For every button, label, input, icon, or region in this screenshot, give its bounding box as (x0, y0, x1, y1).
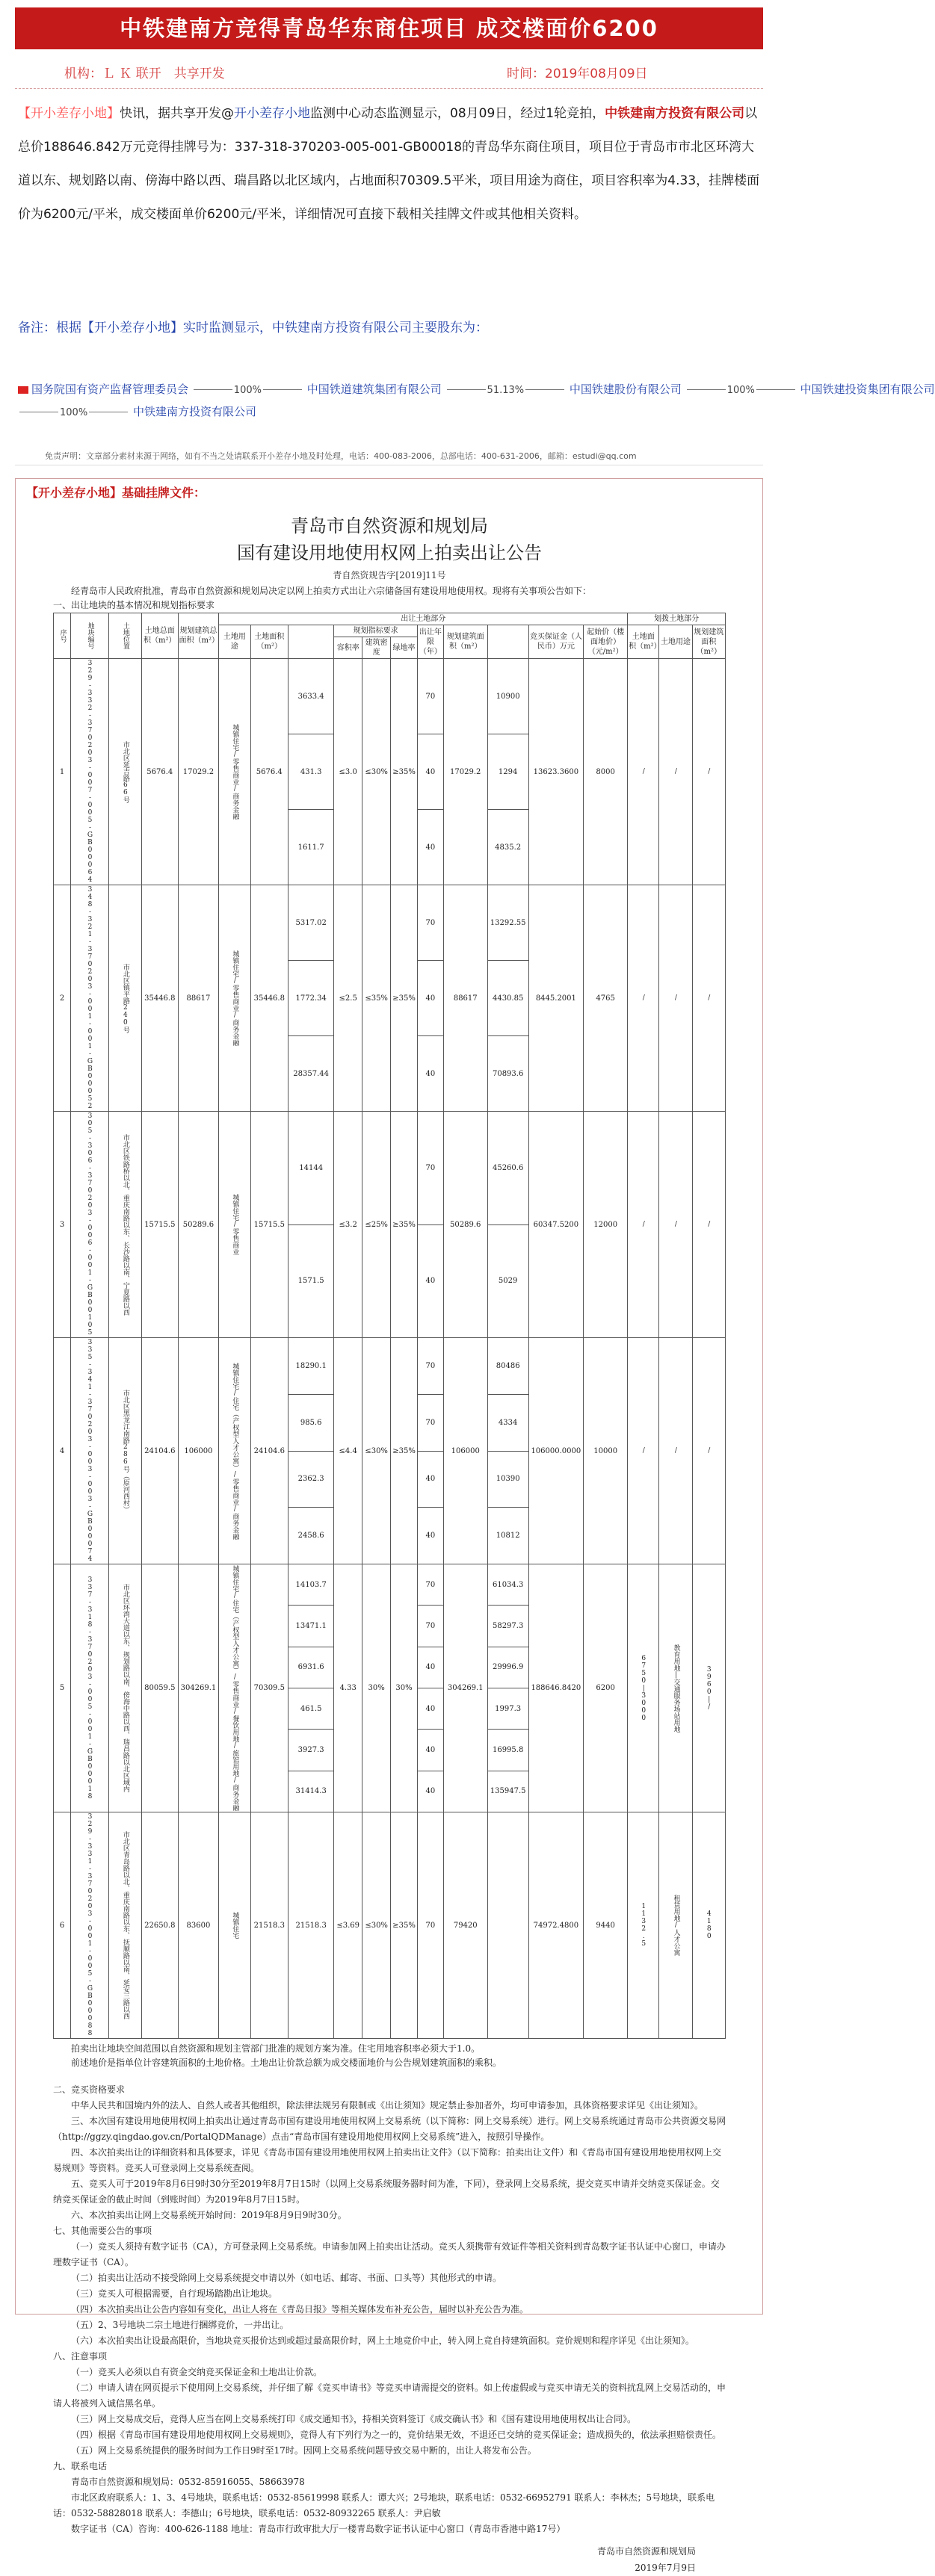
body-paragraph: （三）竞买人可根据需要，自行现场踏勘出让地块。 (71, 2288, 278, 2299)
table-row (54, 1564, 726, 1606)
th-green: 绿地率 (391, 637, 418, 659)
doc-number: 青自然资规告字[2019]11号 (333, 570, 446, 580)
table-cell: 10390 (487, 1451, 528, 1508)
winner-name: 中铁建南方投资有限公司 (605, 106, 745, 121)
table-cell: 329-331-370203-001-005-GB00088 (71, 1812, 109, 2039)
table-cell: 4334 (487, 1394, 528, 1451)
table-cell: / (659, 885, 692, 1112)
doc-section-1: 一、出让地块的基本情况和规划指标要求 (53, 600, 215, 610)
table-cell: 5 (54, 1564, 71, 1812)
org-label: 机构：Ｌ Ｋ 联开 共享开发 (64, 66, 225, 81)
table-cell: 24104.6 (250, 1338, 288, 1564)
table-cell: 70 (417, 1606, 443, 1647)
th-buildarea-sub (487, 625, 528, 659)
table-cell: 40 (417, 1647, 443, 1688)
table-cell: 城镇住宅/零售商业 (219, 1112, 250, 1338)
signature (53, 2543, 726, 2576)
land-table (53, 613, 726, 2039)
body-paragraph: 六、本次拍卖出让网上交易系统开始时间：2019年8月9日9时30分。 (71, 2210, 347, 2220)
table-cell: 461.5 (288, 1688, 334, 1729)
table-cell: / (659, 1338, 692, 1564)
table-cell: 10000 (584, 1338, 628, 1564)
doc-intro: 经青岛市人民政府批准，青岛市自然资源和规划局决定以网上拍卖方式出让六宗储备国有建设用地使用权。现将有关事项公告如下： (71, 586, 592, 596)
table-cell: 15715.5 (250, 1112, 288, 1338)
th-code: 地块编号 (71, 613, 109, 659)
doc-issuer: 青岛市自然资源和规划局 (291, 515, 488, 536)
table-cell: 70893.6 (487, 1036, 528, 1112)
signature-date: 2019年7月9日 (635, 2563, 696, 2573)
table-cell: 5029 (487, 1224, 528, 1338)
table-cell: 188646.8420 (528, 1564, 584, 1812)
table-cell: 24104.6 (142, 1338, 178, 1564)
table-cell: 40 (417, 961, 443, 1036)
table-cell: ≤35% (362, 885, 391, 1112)
flag-icon (18, 386, 28, 394)
table-cell: 城镇住宅/零售商业/商务金融 (219, 659, 250, 885)
table-cell: 985.6 (288, 1394, 334, 1451)
table-cell: 租赁用地/人才公寓 (659, 1812, 692, 2039)
table-cell: 市北区镇平路240号 (108, 885, 141, 1112)
table-footnote-2: 前述地价是指单位计容建筑面积的土地价格。土地出让价款总额为成交楼面地价与公告规划建筑面积的乘积。 (71, 2058, 502, 2068)
body-paragraph: （一）竞买人必须以自有资金交纳竞买保证金和土地出让价款。 (71, 2367, 323, 2377)
body-paragraph: （三）网上交易成交后，竞得人应当在网上交易系统打印《成交通知书》，持相关资料签订《成交确认书》和《国有建设用地使用权出让合同》。 (71, 2414, 637, 2424)
table-cell: 1571.5 (288, 1224, 334, 1338)
doc-title: 国有建设用地使用权网上拍卖出让公告 (237, 542, 542, 563)
table-cell: 70309.5 (250, 1564, 288, 1812)
table-cell: 6750|3000 (628, 1564, 659, 1812)
th-area: 土地总面积（m²） (142, 613, 178, 659)
table-cell: ≤25% (362, 1112, 391, 1338)
table-cell: 13623.3600 (528, 659, 584, 885)
intro-text-3: 以总价188646.842万元竞得挂牌号为：337-318-370203-005-001-GB00018的青岛华东商住项目，项目位于青岛市市北区环湾大道以东、规划路以南、傍海中路以西、瑞昌路以北区域内，占地面积70309.5平米，项目用途为商住，项目容积率为4.33，挂牌楼面价为6200元/平米，成交楼面单价6200元/平米，详细情况可直接下载相关挂牌文件或其他相关资料。 (18, 106, 760, 222)
table-cell: 1132.5 (628, 1812, 659, 2039)
table-cell: 304269.1 (443, 1564, 487, 1812)
table-cell: 18290.1 (288, 1338, 334, 1395)
table-cell: 14103.7 (288, 1564, 334, 1606)
table-cell: ≤2.5 (334, 885, 362, 1112)
intro-text-1: 快讯，据共享开发@ (120, 106, 234, 121)
body-paragraph: 五、竞买人可于2019年8月6日9时30分至2019年8月7日15时（以网上交易系统服务器时间为准，下同），登录网上交易系统，提交竞买申请并交纳竞买保证金。交纳竞买保证金的截止时间（到账时间）为2019年8月7日15时。 (53, 2179, 720, 2205)
th-buildarea: 规划建筑面积（m²） (443, 625, 487, 659)
equity-node-crcc-south[interactable]: 中铁建南方投资有限公司 (132, 405, 256, 418)
table-cell: / (628, 659, 659, 885)
table-cell: 79420 (443, 1812, 487, 2039)
section-brand: 【开小差存小地】 (26, 486, 123, 500)
table-cell: 35446.8 (250, 885, 288, 1112)
table-cell: 35446.8 (142, 885, 178, 1112)
equity-pct: 51.13% (487, 385, 525, 396)
body-paragraph: 四、本次拍卖出让的详细资料和具体要求，详见《青岛市国有建设用地使用权网上拍卖出让文件》（以下简称：拍卖出让文件）和《青岛市国有建设用地使用权网上交易规则》等资料。竞买人可登录网上交易系统查阅。 (53, 2147, 722, 2173)
th-years: 出让年限（年） (417, 625, 443, 659)
th-plan: 规划指标要求 (334, 625, 418, 637)
table-cell: 28357.44 (288, 1036, 334, 1112)
table-cell: ≥35% (391, 885, 418, 1112)
th-start: 起始价（楼面地价）（元/m²） (584, 625, 628, 659)
table-cell: 2458.6 (288, 1508, 334, 1564)
table-cell: 337-318-370203-005-001-GB00018 (71, 1564, 109, 1812)
table-cell: 6931.6 (288, 1647, 334, 1688)
body-paragraph: （四）根据《青岛市国有建设用地使用权网上交易规则》，竞得人有下列行为之一的，竞价结果无效，不退还已交纳的竞买保证金；造成损失的，依法承担赔偿责任。 (71, 2430, 722, 2440)
table-cell: ≤3.2 (334, 1112, 362, 1338)
table-cell: 31414.3 (288, 1771, 334, 1812)
table-cell: 12000 (584, 1112, 628, 1338)
table-cell: 6 (54, 1812, 71, 2039)
equity-node-crcc-invest[interactable]: 中国铁建投资集团有限公司 (800, 383, 935, 396)
th-out: 出让土地部分 (219, 613, 628, 625)
th-deposit: 竞买保证金（人民币）万元 (528, 625, 584, 659)
body-paragraph: 中华人民共和国境内外的法人、自然人或者其他组织，除法律法规另有限制或《出让须知》规定禁止参加者外，均可申请参加，具体资格要求详见《出让须知》。 (71, 2100, 704, 2111)
table-cell: 5317.02 (288, 885, 334, 961)
body-paragraph: 青岛市自然资源和规划局：0532-85916055、58663978 (71, 2477, 305, 2487)
table-cell: 135947.5 (487, 1771, 528, 1812)
table-cell: 4.33 (334, 1564, 362, 1812)
section-label: 基础挂牌文件： (122, 486, 206, 500)
th-use: 土地用途 (219, 625, 250, 659)
table-cell: 4835.2 (487, 810, 528, 885)
table-cell: 市北区铁路桥以北、重庆南路以东、长沙路以南、宁夏路以西 (108, 1112, 141, 1338)
table-row (54, 659, 726, 734)
listing-document-box (15, 478, 763, 2573)
table-cell: 70 (417, 1338, 443, 1395)
body-paragraph: （六）本次拍卖出让设最高限价，当地块竞买报价达到或超过最高限价时，网上土地竞价中止，转入网上竞自持建筑面积。竞价规则和程序详见《出让须知》。 (71, 2335, 695, 2346)
table-cell: 45260.6 (487, 1112, 528, 1225)
body-paragraph: 市北区政府联系人：1、3、4号地块，联系电话：0532-85619998 联系人：谭大兴；2号地块，联系电话：0532-66952791 联系人：李林杰；5号地块，联系电话：0532-58828018 联系人：李德山；6号地块，联系电话：0532-80932265 联系人：尹启敏 (53, 2492, 715, 2518)
announcement-body (53, 2082, 726, 2537)
page-title: 中铁建南方竞得青岛华东商住项目 成交楼面价6200 (15, 7, 763, 49)
table-cell: 21518.3 (250, 1812, 288, 2039)
announcement (53, 513, 726, 2576)
table-cell: 70 (417, 659, 443, 734)
equity-node-crcc[interactable]: 中国铁建股份有限公司 (569, 383, 682, 396)
table-cell: 40 (417, 1730, 443, 1771)
table-cell: 74972.4800 (528, 1812, 584, 2039)
body-paragraph: （四）本次拍卖出让公告内容如有变化，出让人将在《青岛日报》等相关媒体发布补充公告，届时以补充公告为准。 (71, 2304, 529, 2315)
table-cell: 60347.5200 (528, 1112, 584, 1338)
meta-row (15, 55, 763, 85)
body-paragraph: 数字证书（CA）咨询：400-626-1188 地址：青岛市行政审批大厅一楼青岛数字证书认证中心窗口（青岛市香港中路17号） (71, 2524, 566, 2534)
table-cell: 329-332-370203-007-005-GB00064 (71, 659, 109, 885)
table-cell: 335-341-370203-003-003-GB00074 (71, 1338, 109, 1564)
disclaimer: 免责声明：文章部分素材来源于网络，如有不当之处请联系开小差存小地及时处理，电话：400-083-2006，总部电话：400-631-2006，邮箱：estudi@qq.com (45, 451, 637, 461)
signature-org: 青岛市自然资源和规划局 (596, 2546, 696, 2557)
table-cell: 城镇住宅/住宅（产权型人才公寓）/零售商业/商务金融 (219, 1338, 250, 1564)
table-cell: / (692, 659, 725, 885)
table-cell: 1294 (487, 734, 528, 810)
th-t-area: 土地面积（m²） (628, 625, 659, 659)
table-cell: ≥35% (391, 1338, 418, 1564)
table-cell: 40 (417, 1688, 443, 1729)
table-cell: 304269.1 (178, 1564, 219, 1812)
table-cell: 40 (417, 734, 443, 810)
arrow-icon (263, 389, 302, 390)
table-cell: 市北区延吉路66号 (108, 659, 141, 885)
th-density: 建筑密度 (362, 637, 391, 659)
table-cell: 83600 (178, 1812, 219, 2039)
body-paragraph: 三、本次国有建设用地使用权网上拍卖出让通过青岛市国有建设用地使用权网上交易系统（以下简称：网上交易系统）进行。网上交易系统通过青岛市公共资源交易网（http://ggzy.qingdao.gov.cn/PortalQDManage）点击“青岛市国有建设用地使用权网上交易系统”进入，按照引导操作。 (53, 2116, 726, 2142)
table-row (54, 1112, 726, 1225)
table-cell: 80486 (487, 1338, 528, 1395)
table-cell: / (692, 1112, 725, 1338)
equity-pct: 100% (60, 407, 88, 418)
table-cell: ≥35% (391, 1112, 418, 1338)
table-cell: 17029.2 (443, 659, 487, 885)
table-cell: 5676.4 (142, 659, 178, 885)
table-cell: 70 (417, 1812, 443, 2039)
table-cell: 4765 (584, 885, 628, 1112)
table-cell: 3 (54, 1112, 71, 1338)
table-cell: 教育用地|交通服务场站用地 (659, 1564, 692, 1812)
arrow-icon (447, 389, 486, 390)
table-cell: 市北区青岛路以北、重庆南路以东、抚顺路以南、延安三路以西 (108, 1812, 141, 2039)
table-cell: 6200 (584, 1564, 628, 1812)
table-cell: 40 (417, 1508, 443, 1564)
table-cell: 4430.85 (487, 961, 528, 1036)
table-cell: 21518.3 (288, 1812, 334, 2039)
body-paragraph: （五）2、3号地块二宗土地进行捆绑竞价，一并出让。 (71, 2320, 289, 2330)
th-landarea-sub (288, 625, 334, 659)
table-cell: 58297.3 (487, 1606, 528, 1647)
table-cell: 2 (54, 885, 71, 1112)
arrow-icon (756, 389, 795, 390)
table-cell: 106000.0000 (528, 1338, 584, 1564)
table-cell: ≤30% (362, 659, 391, 885)
table-cell: ≤3.0 (334, 659, 362, 885)
th-no: 序号 (54, 613, 71, 659)
table-cell: 305-306-370203-006-001-GB00105 (71, 1112, 109, 1338)
table-cell: 4 (54, 1338, 71, 1564)
table-cell: 城镇住宅 (219, 1812, 250, 2039)
table-cell: 4180 (692, 1812, 725, 2039)
table-row (54, 1812, 726, 2039)
table-cell: / (628, 1338, 659, 1564)
table-cell: / (659, 659, 692, 885)
table-cell: ≤3.69 (334, 1812, 362, 2039)
th-t-build: 规划建筑面积（m²） (692, 625, 725, 659)
table-cell: 50289.6 (178, 1112, 219, 1338)
arrow-icon (687, 389, 726, 390)
intro-paragraph (18, 97, 761, 232)
table-footnote-1: 拍卖出让地块空间范围以自然资源和规划主管部门批准的规划方案为准。住宅用地容积率必须大于1.0。 (71, 2043, 481, 2054)
table-cell: 城镇住宅/住宅（产权型人才公寓）/零售商业/餐饮用地/旅馆用地/商务金融 (219, 1564, 250, 1812)
body-paragraph: （五）网上交易系统提供的服务时间为工作日9时至17时。因网上交易系统问题导致交易中断的，出让人将发布公告。 (71, 2445, 537, 2456)
body-paragraph: （一）竞买人须持有数字证书（CA），方可登录网上交易系统。申请参加网上拍卖出让活动。竞买人须携带有效证件等相关资料到青岛数字证书认证中心窗口，申请办理数字证书（CA）。 (53, 2241, 726, 2267)
table-cell: 市北区环湾大道以东、规划路以南、傍海中路以西、瑞昌路以北区域内 (108, 1564, 141, 1812)
table-cell: 348-321-370203-001-001-GB00052 (71, 885, 109, 1112)
table-cell: 30% (391, 1564, 418, 1812)
table-cell: 13292.55 (487, 885, 528, 961)
table-cell: 市北区黑龙江南路286号（原河西村） (108, 1338, 141, 1564)
table-cell: 13471.1 (288, 1606, 334, 1647)
table-cell: 88617 (178, 885, 219, 1112)
table-cell: 1772.34 (288, 961, 334, 1036)
table-cell: ≤30% (362, 1338, 391, 1564)
table-cell: / (628, 885, 659, 1112)
table-cell: 17029.2 (178, 659, 219, 885)
table-cell: 10900 (487, 659, 528, 734)
th-far: 容积率 (334, 637, 362, 659)
th-t-use: 土地用途 (659, 625, 692, 659)
equity-node-sasac[interactable]: 国务院国有资产监督管理委员会 (31, 383, 189, 396)
brand-tag: 【开小差存小地】 (18, 106, 120, 121)
table-cell: 70 (417, 885, 443, 961)
table-cell: / (692, 1338, 725, 1564)
table-cell: 106000 (443, 1338, 487, 1564)
table-cell: 14144 (288, 1112, 334, 1225)
table-cell: 3960|/ (692, 1564, 725, 1812)
brand-link[interactable]: 开小差存小地 (234, 106, 310, 121)
body-heading: 二、竞买资格要求 (53, 2084, 126, 2095)
table-cell: 40 (417, 1451, 443, 1508)
table-cell: 106000 (178, 1338, 219, 1564)
table-cell: 88617 (443, 885, 487, 1112)
table-cell: 1 (54, 659, 71, 885)
th-transfer: 划拨土地部分 (628, 613, 726, 625)
shareholder-note: 备注：根据【开小差存小地】实时监测显示，中铁建南方投资有限公司主要股东为： (18, 321, 488, 335)
table-cell: ≥35% (391, 1812, 418, 2039)
equity-pct: 100% (233, 385, 262, 396)
table-cell: 29996.9 (487, 1647, 528, 1688)
th-builda: 规划建筑总面积（m²） (178, 613, 219, 659)
table-cell: 8445.2001 (528, 885, 584, 1112)
table-cell: / (659, 1112, 692, 1338)
table-cell: 70 (417, 1394, 443, 1451)
table-cell: 61034.3 (487, 1564, 528, 1606)
table-cell: 40 (417, 810, 443, 885)
table-cell: 40 (417, 1224, 443, 1338)
body-heading: 九、联系电话 (53, 2461, 108, 2471)
th-loc: 土地位置 (108, 613, 141, 659)
table-cell: 16995.8 (487, 1730, 528, 1771)
arrow-icon (194, 389, 232, 390)
table-cell: 10812 (487, 1508, 528, 1564)
table-cell: 3633.4 (288, 659, 334, 734)
body-heading: 八、注意事项 (53, 2351, 108, 2362)
table-cell: 431.3 (288, 734, 334, 810)
body-paragraph: （二）拍卖出让活动不接受除网上交易系统提交申请以外（如电话、邮寄、书面、口头等）其他形式的申请。 (71, 2273, 502, 2283)
table-cell: 40 (417, 1771, 443, 1812)
section-title (26, 483, 206, 501)
table-cell: ≥35% (391, 659, 418, 885)
table-cell: 50289.6 (443, 1112, 487, 1338)
table-cell: 1611.7 (288, 810, 334, 885)
table-cell: 80059.5 (142, 1564, 178, 1812)
table-cell: ≤4.4 (334, 1338, 362, 1564)
table-row (54, 885, 726, 961)
table-cell: 70 (417, 1564, 443, 1606)
intro-text-2: 监测中心动态监测显示，08月09日，经过1轮竞拍， (310, 106, 605, 121)
table-cell: / (628, 1112, 659, 1338)
equity-node-crcc-group[interactable]: 中国铁道建筑集团有限公司 (306, 383, 442, 396)
body-heading: 七、其他需要公告的事项 (53, 2226, 152, 2236)
table-cell: 30% (362, 1564, 391, 1812)
table-cell: ≤30% (362, 1812, 391, 2039)
table-cell: 40 (417, 1036, 443, 1112)
table-cell: 1997.3 (487, 1688, 528, 1729)
arrow-icon (525, 389, 564, 390)
table-cell (487, 1812, 528, 2039)
body-paragraph: （二）申请人请在网页提示下使用网上交易系统，并仔细了解《竞买申请书》等竞买申请需提交的资料。如上传虚假或与竞买申请无关的资料扰乱网上交易活动的，申请人将被列入诚信黑名单。 (53, 2383, 726, 2409)
table-cell: 70 (417, 1112, 443, 1225)
table-cell: / (692, 885, 725, 1112)
table-cell: 15715.5 (142, 1112, 178, 1338)
table-cell: 3927.3 (288, 1730, 334, 1771)
table-cell: 2362.3 (288, 1451, 334, 1508)
divider (15, 88, 763, 89)
table-cell: 5676.4 (250, 659, 288, 885)
table-cell: 22650.8 (142, 1812, 178, 2039)
table-cell: 8000 (584, 659, 628, 885)
th-landarea: 土地面积（m²） (250, 625, 288, 659)
publish-date: 时间：2019年08月09日 (507, 66, 648, 81)
table-row (54, 1338, 726, 1395)
equity-pct: 100% (726, 385, 755, 396)
table-cell: 城镇住宅/零售商业/商务金融 (219, 885, 250, 1112)
table-cell: 9440 (584, 1812, 628, 2039)
